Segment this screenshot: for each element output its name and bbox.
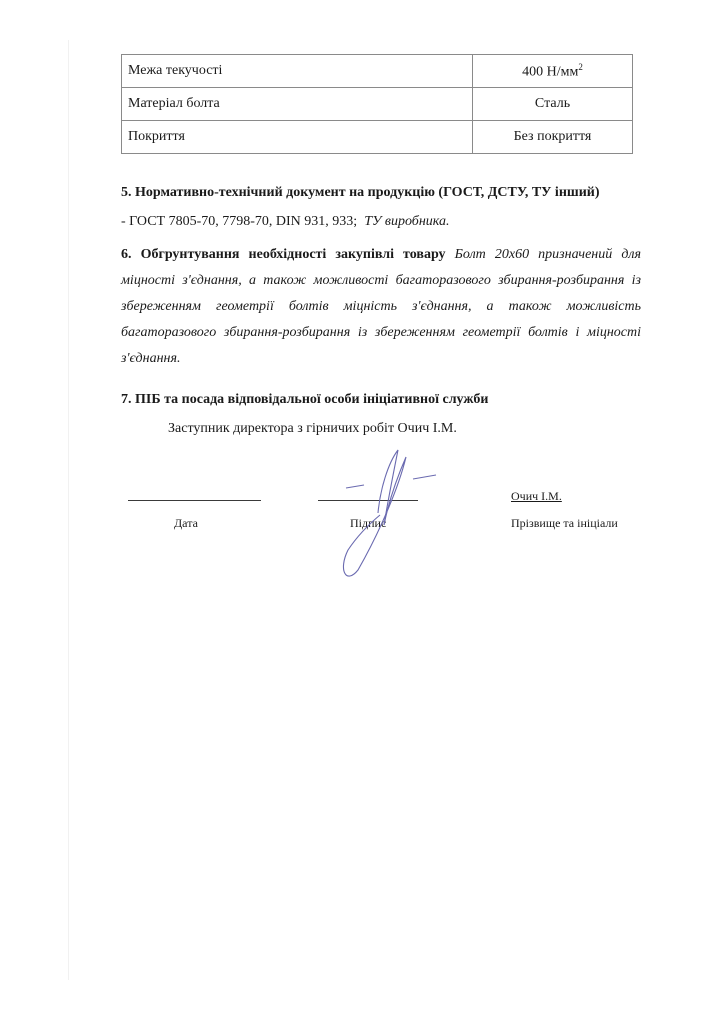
section-6-title: 6. Обгрунтування необхідності закупівлі товару	[121, 247, 446, 262]
value-text: 400 Н/мм	[522, 64, 579, 80]
table-cell-label: Покриття	[122, 121, 473, 154]
table-row	[122, 88, 633, 121]
table-cell-label: Межа текучості	[122, 55, 473, 88]
date-line	[128, 500, 261, 501]
date-caption: Дата	[174, 516, 198, 530]
standards-list: - ГОСТ 7805-70, 7798-70, DIN 931, 933;	[121, 214, 358, 229]
handwritten-signature	[318, 445, 448, 580]
name-value: Очич І.М.	[511, 489, 562, 503]
section-5-title: 5. Нормативно-технічний документ на продукцію (ГОСТ, ДСТУ, ТУ інший)	[121, 185, 600, 200]
page-edge	[68, 40, 69, 980]
section-7-title: 7. ПІБ та посада відповідальної особи ініціативної служби	[121, 392, 489, 407]
section-7-text: Заступник директора з гірничих робіт Очич І.М.	[168, 421, 457, 436]
table-cell-value	[473, 55, 633, 88]
section-5-text	[121, 213, 641, 231]
value-superscript: 2	[578, 61, 583, 72]
table-cell-value: Сталь	[473, 88, 633, 121]
signature-caption: Підпис	[350, 516, 387, 530]
section-6-text: Болт 20х60 призначений для міцності з'єднання, а також можливості багаторазового збирання-розбирання із збереженням геометрії болтів міцність з'єднання, а також можливість багаторазового збирання-розбирання із збереженням геометрії болтів і міцності з'єднання.	[121, 247, 642, 366]
name-caption: Прізвище та ініціали	[511, 516, 618, 530]
table-row	[122, 55, 633, 88]
standards-tu: ТУ виробника.	[364, 214, 450, 229]
table-cell-value: Без покриття	[473, 121, 633, 154]
table-cell-label: Матеріал болта	[122, 88, 473, 121]
table-row	[122, 121, 633, 154]
properties-table	[121, 54, 633, 154]
section-6	[121, 242, 641, 372]
